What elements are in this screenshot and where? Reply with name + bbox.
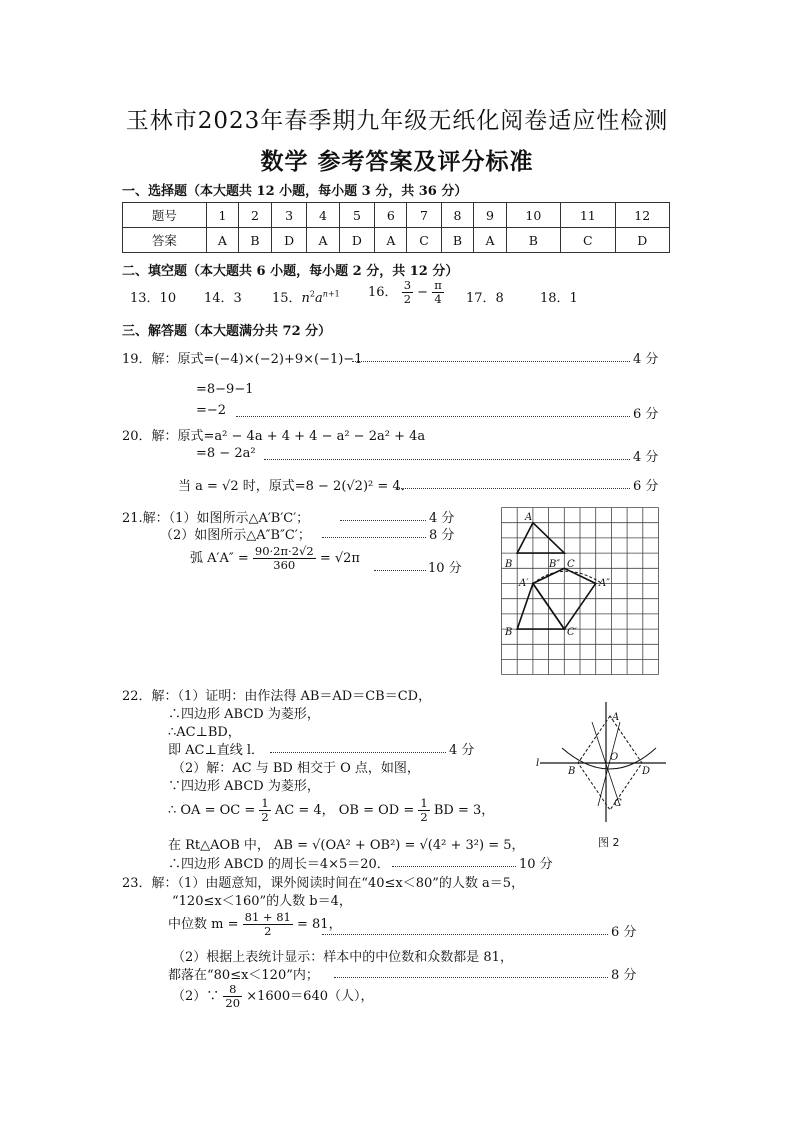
answer-15-label: 15． (272, 291, 302, 306)
table-cell: C (561, 228, 615, 253)
table-cell: 3 (271, 203, 307, 228)
q23-l6-prefix: （2）∵ (172, 989, 220, 1004)
q21-line-2: （2）如图所示△A″B″C′； (160, 528, 311, 543)
score-leader (270, 743, 446, 753)
half-denominator: 2 (261, 810, 269, 824)
answer-13: 13．10 (130, 291, 177, 306)
q23-median-numerator: 81 + 81 (244, 910, 291, 924)
q19-line-3: =−2 (196, 403, 227, 418)
score-leader (396, 479, 630, 489)
q22-line-2: ∴四边形 ABCD 为菱形， (168, 707, 320, 722)
q23-line-2: “120≤x＜160”的人数 b＝4， (172, 894, 352, 909)
grid-diagram (501, 507, 659, 675)
table-row-questions (123, 203, 670, 228)
table-cell: C (407, 228, 441, 253)
table-cell: 11 (561, 203, 615, 228)
table-cell: 10 (506, 203, 560, 228)
fig-label-l: l (536, 758, 540, 769)
q22-line-3: ∴AC⊥BD， (168, 725, 241, 740)
table-cell: 6 (375, 203, 407, 228)
q23-score-1: 6 分 (611, 925, 637, 940)
score-leader (340, 511, 426, 521)
answer-16-num2: π (434, 278, 442, 292)
q20-score-2: 6 分 (633, 479, 659, 494)
q19-line-1: 19．解：原式=(−4)×(−2)+9×(−1)−1 (122, 352, 363, 367)
score-leader (322, 925, 608, 935)
q22-score-1: 4 分 (449, 743, 475, 758)
q22-line-6: ∵四边形 ABCD 为菱形， (168, 779, 320, 794)
q22-line-1: 22．解：（1）证明：由作法得 AB＝AD＝CB＝CD， (122, 689, 432, 704)
q23-line-6 (172, 983, 374, 1010)
q21-line-3 (190, 545, 360, 572)
table-cell: 2 (239, 203, 272, 228)
q22-line-8: 在 Rt△AOB 中， AB = √(OA² + OB²) = √(4² + 3²) = 5， (168, 838, 525, 853)
q23-line-1: 23．解：（1）由题意知，课外阅读时间在“40≤x＜80”的人数 a＝5， (122, 876, 525, 891)
page-subtitle: 数学 参考答案及评分标准 (260, 148, 534, 175)
grid-label-a1: A′ (519, 578, 529, 589)
fig-label-b: B (568, 766, 576, 777)
q21-arc-label: 弧 A′A″ = (190, 551, 249, 566)
table-cell: 4 (307, 203, 339, 228)
q20-line-3: 当 a = √2 时，原式=8 − 2(√2)² = 4． (178, 479, 414, 494)
section-2-heading: 二、填空题（本大题共 6 小题，每小题 2 分，共 12 分） (122, 264, 459, 279)
q22-figure (532, 700, 672, 852)
table-cell: D (615, 228, 670, 253)
q23-score-2: 8 分 (611, 968, 637, 983)
answer-table (122, 202, 670, 253)
fig-label-o: O (610, 752, 619, 763)
q22-l7-part-b: AC = 4， OB = OD = (274, 803, 415, 818)
grid-label-b1: B (505, 627, 513, 638)
q23-median-denominator: 2 (264, 924, 272, 938)
grid-label-c1: C′ (567, 627, 577, 638)
q23-line-3 (168, 911, 342, 938)
score-leader (352, 352, 630, 362)
score-leader (264, 450, 630, 460)
q22-line-4: 即 AC⊥直线 l． (168, 743, 264, 758)
q22-line-5: （2）解：AC 与 BD 相交于 O 点，如图， (172, 761, 420, 776)
table-row-answers (123, 228, 670, 253)
q23-l6-numerator: 8 (223, 983, 242, 997)
q22-score-2: 10 分 (519, 857, 553, 872)
answer-17: 17．8 (466, 291, 504, 306)
table-cell: 5 (339, 203, 375, 228)
q23-l6-result: ×1600＝640（人）， (246, 989, 374, 1004)
section-1-heading: 一、选择题（本大题共 12 小题，每小题 3 分，共 36 分） (122, 184, 468, 199)
half-denominator: 2 (420, 810, 428, 824)
q20-line-2: =8 − 2a² (196, 446, 256, 461)
section-3-heading: 三、解答题（本大题满分共 72 分） (122, 324, 332, 339)
fig-label-d: D (642, 766, 651, 777)
row-label-answer: 答案 (123, 228, 207, 253)
construction-mark (598, 722, 620, 806)
answer-16 (368, 279, 444, 306)
half-numerator: 1 (420, 796, 428, 810)
q21-line-1: 21.解：（1）如图所示△A′B′C′； (122, 511, 310, 526)
q23-line-4: （2）根据上表统计显示：样本中的中位数和众数都是 81， (172, 950, 513, 965)
q21-grid-figure (501, 507, 659, 675)
figure-caption: 图 2 (598, 836, 620, 849)
q22-line-7 (168, 797, 494, 824)
fig-label-a: A (612, 712, 620, 723)
answer-15: 15．$n^2a^{n+1}$ (272, 289, 340, 306)
answer-16-num1: 3 (403, 278, 412, 292)
page-title: 玉林市2023年春季期九年级无纸化阅卷适应性检测 (125, 108, 669, 134)
q21-arc-result: = √2π (319, 551, 360, 566)
grid-label-b2: B″ (549, 559, 561, 570)
answer-14: 14．3 (204, 291, 242, 306)
answer-18: 18．1 (540, 291, 578, 306)
answer-16-den1: 2 (403, 292, 412, 306)
answer-16-minus: − (417, 285, 429, 300)
q22-line-9: ∴四边形 ABCD 的周长＝4×5＝20． (168, 857, 390, 872)
q21-arc-numerator: 90·2π·2√2 (254, 544, 314, 558)
table-cell: A (474, 228, 506, 253)
grid-label-c: C (567, 559, 575, 570)
row-label-question: 题号 (123, 203, 207, 228)
grid-label-a2: A″ (599, 578, 610, 589)
half-numerator: 1 (261, 796, 269, 810)
score-leader (236, 407, 630, 417)
q23-l6-denominator: 20 (225, 996, 241, 1010)
rhombus-diagram (532, 700, 672, 852)
q22-l7-part-a: ∴ OA = OC = (168, 803, 256, 818)
q21-score-1: 4 分 (429, 511, 455, 526)
answer-16-label: 16． (368, 285, 398, 300)
score-leader (322, 528, 426, 538)
q21-score-3: 10 分 (428, 561, 462, 576)
table-cell: B (441, 228, 474, 253)
q23-median-result: = 81， (297, 917, 342, 932)
table-cell: 12 (615, 203, 670, 228)
table-cell: D (339, 228, 375, 253)
q20-score-1: 4 分 (633, 450, 659, 465)
q20-line-1: 20．解：原式=a² − 4a + 4 + 4 − a² − 2a² + 4a (122, 429, 426, 444)
table-cell: B (506, 228, 560, 253)
answer-16-den2: 4 (434, 292, 442, 306)
grid-label-a: A (525, 512, 533, 523)
table-cell: A (307, 228, 339, 253)
table-cell: A (206, 228, 238, 253)
q21-score-2: 8 分 (429, 528, 455, 543)
q19-line-2: =8−9−1 (196, 382, 254, 397)
grid-lines (502, 508, 659, 675)
q19-score-2: 6 分 (633, 407, 659, 422)
table-cell: 8 (441, 203, 474, 228)
triangle-a1b1c1 (517, 584, 564, 630)
q23-median-label: 中位数 m = (168, 917, 239, 932)
table-cell: A (375, 228, 407, 253)
score-leader (334, 968, 608, 978)
score-leader (374, 561, 426, 571)
q19-score-1: 4 分 (633, 352, 659, 367)
q23-line-5: 都落在“80≤x＜120”内； (168, 968, 319, 983)
table-cell: 9 (474, 203, 506, 228)
q22-l7-part-c: BD = 3， (433, 803, 495, 818)
fig-label-c: C (614, 798, 622, 809)
table-cell: B (239, 228, 272, 253)
q21-arc-denominator: 360 (273, 558, 296, 572)
table-cell: 1 (206, 203, 238, 228)
table-cell: D (271, 228, 307, 253)
table-cell: 7 (407, 203, 441, 228)
grid-label-b: B (505, 559, 513, 570)
score-leader (392, 857, 516, 867)
